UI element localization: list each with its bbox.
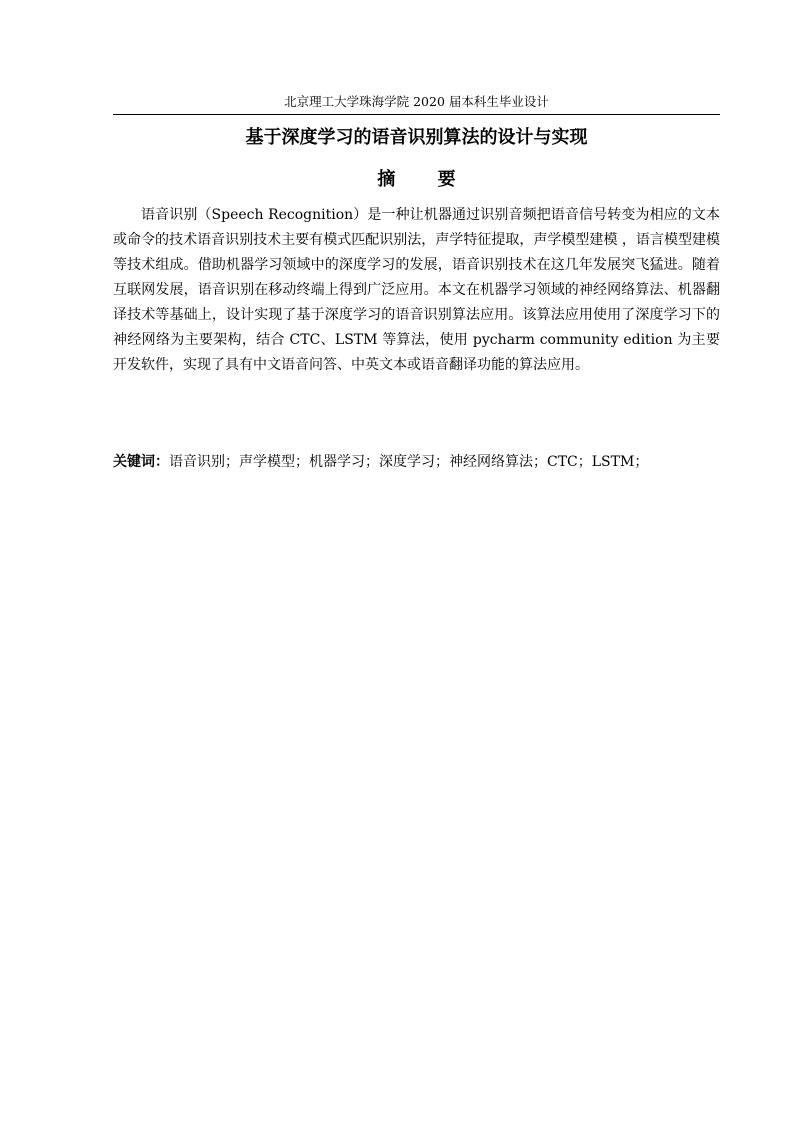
keywords-label: 关键词： (113, 454, 169, 470)
keywords-line (113, 451, 720, 473)
running-header: 北京理工大学珠海学院 2020 届本科生毕业设计 (284, 94, 549, 109)
abstract-heading: 摘 要 (377, 169, 474, 190)
header-divider (113, 114, 720, 115)
abstract-body: 语音识别（Speech Recognition）是一种让机器通过识别音频把语音信号转变为相应的文本或命令的技术语音识别技术主要有模式匹配识别法，声学特征提取，声学模型建模 ，语言模型建模等技术组成。借助机器学习领域中的深度学习的发展，语音识别技术在这几年发展突飞猛进。随着互联网发展，语音识别在移动终端上得到广泛应用。本文在机器学习领域的神经网络算法、机器翻译技术等基础上，设计实现了基于深度学习的语音识别算法应用。该算法应用使用了深度学习下的神经网络为主要架构，结合 CTC、LSTM 等算法，使用 pycharm community edition 为主要开发软件，实现了具有中文语音问答、中英文本或语音翻译功能的算法应用。 (113, 207, 720, 373)
keywords-text: 语音识别；声学模型；机器学习；深度学习；神经网络算法；CTC；LSTM； (169, 454, 649, 470)
document-title: 基于深度学习的语音识别算法的设计与实现 (245, 127, 588, 148)
